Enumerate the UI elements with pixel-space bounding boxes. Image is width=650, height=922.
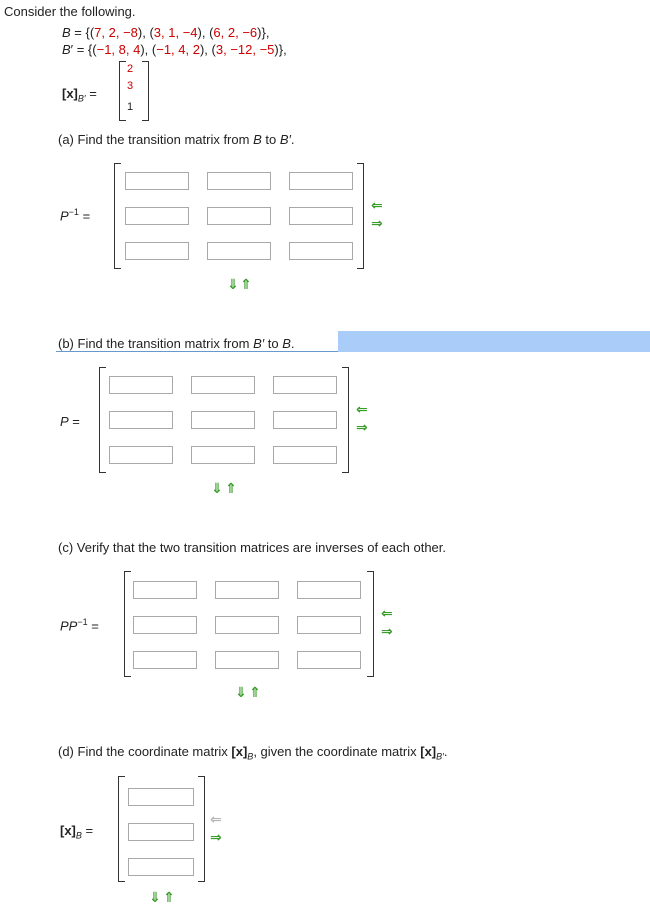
matrix-b-cell-1-1[interactable] [109,376,173,394]
matrix-d-left-bracket [118,776,125,882]
set-Bp-vector-3: 3, −12, −5 [215,42,275,57]
matrix-a-left-bracket [114,163,121,269]
xBp-value-1: 2 [127,63,134,75]
part-c-label: $PP^{-1}$ = [60,617,99,634]
matrix-b-cell-3-2[interactable] [191,446,255,464]
matrix-c-cell-2-1[interactable] [133,616,197,634]
remove-column-left-arrow-icon[interactable]: ⇐ [381,605,393,621]
remove-row-up-arrow-icon[interactable]: ⇑ [163,889,175,905]
remove-row-up-arrow-icon[interactable]: ⇑ [240,276,252,292]
remove-row-up-arrow-icon[interactable]: ⇑ [249,684,261,700]
part-c-question: (c) Verify that the two transition matrices are inverses of each other. [58,540,447,555]
matrix-b-cell-2-1[interactable] [109,411,173,429]
remove-column-left-arrow-icon[interactable]: ⇐ [371,197,383,213]
selection-underline [56,351,338,352]
add-column-right-arrow-icon[interactable]: ⇒ [210,829,222,845]
matrix-b-cell-3-1[interactable] [109,446,173,464]
add-row-down-arrow-icon[interactable]: ⇓ [235,684,247,700]
xBp-value-3: 1 [127,101,134,113]
matrix-a-cell-2-1[interactable] [125,207,189,225]
set-B: B = {(7, 2, −8), (3, 1, −4), (6, 2, −6)}, [62,25,270,40]
matrix-d-cell-3-1[interactable] [128,858,194,876]
matrix-a-cell-3-2[interactable] [207,242,271,260]
part-d-label: $[x]_B$ = [60,823,94,841]
matrix-c-cell-2-3[interactable] [297,616,361,634]
xBp-left-bracket [119,61,126,121]
matrix-c-cell-3-1[interactable] [133,651,197,669]
matrix-b-cell-1-2[interactable] [191,376,255,394]
matrix-a-cell-1-3[interactable] [289,172,353,190]
remove-row-up-arrow-icon[interactable]: ⇑ [225,480,237,496]
matrix-d-cell-1-1[interactable] [128,788,194,806]
matrix-c-cell-3-3[interactable] [297,651,361,669]
part-b-label: P = [60,414,80,429]
matrix-c-cell-3-2[interactable] [215,651,279,669]
remove-column-left-arrow-icon[interactable]: ⇐ [356,401,368,417]
matrix-b-cell-3-3[interactable] [273,446,337,464]
remove-column-left-arrow-icon-disabled: ⇐ [210,811,222,827]
set-B-vector-2: 3, 1, −4 [153,25,198,40]
matrix-d-cell-2-1[interactable] [128,823,194,841]
part-b-question: (b) Find the transition matrix from B′ to B. [58,336,295,351]
matrix-a-cell-1-2[interactable] [207,172,271,190]
add-column-right-arrow-icon[interactable]: ⇒ [356,419,368,435]
matrix-a-cell-1-1[interactable] [125,172,189,190]
matrix-b-cell-1-3[interactable] [273,376,337,394]
add-column-right-arrow-icon[interactable]: ⇒ [371,215,383,231]
matrix-a-cell-2-2[interactable] [207,207,271,225]
matrix-a-cell-3-3[interactable] [289,242,353,260]
xBp-value-2: 3 [127,80,134,92]
matrix-b-cell-2-2[interactable] [191,411,255,429]
xBp-right-bracket [142,61,149,121]
set-B-vector-3: 6, 2, −6 [213,25,258,40]
matrix-c-cell-2-2[interactable] [215,616,279,634]
matrix-b-cell-2-3[interactable] [273,411,337,429]
matrix-c-cell-1-2[interactable] [215,581,279,599]
matrix-d-right-bracket [198,776,205,882]
matrix-c-cell-1-1[interactable] [133,581,197,599]
set-Bp-vector-2: −1, 4, 2 [156,42,200,57]
add-row-down-arrow-icon[interactable]: ⇓ [149,889,161,905]
add-row-down-arrow-icon[interactable]: ⇓ [227,276,239,292]
set-B-vector-1: 7, 2, −8 [94,25,138,40]
add-row-down-arrow-icon[interactable]: ⇓ [211,480,223,496]
matrix-c-left-bracket [124,571,131,677]
matrix-a-cell-3-1[interactable] [125,242,189,260]
matrix-b-right-bracket [342,367,349,473]
add-column-right-arrow-icon[interactable]: ⇒ [381,623,393,639]
part-a-label: $P^{-1}$ = [60,207,91,224]
xBp-label: $[x]_{B'}$ = [62,86,97,104]
part-a-question: (a) Find the transition matrix from B to B′. [58,132,295,147]
set-Bp-vector-1: −1, 8, 4 [96,42,141,57]
matrix-a-right-bracket [357,163,364,269]
matrix-b-left-bracket [99,367,106,473]
matrix-c-cell-1-3[interactable] [297,581,361,599]
matrix-c-right-bracket [367,571,374,677]
set-B-prime: B′ = {(−1, 8, 4), (−1, 4, 2), (3, −12, −5)}, [62,42,287,57]
selection-highlight [338,331,650,352]
intro-text: Consider the following. [4,4,136,19]
matrix-a-cell-2-3[interactable] [289,207,353,225]
part-d-question: (d) Find the coordinate matrix $[x]_B$, given the coordinate matrix $[x]_{B'}$. [58,744,448,762]
